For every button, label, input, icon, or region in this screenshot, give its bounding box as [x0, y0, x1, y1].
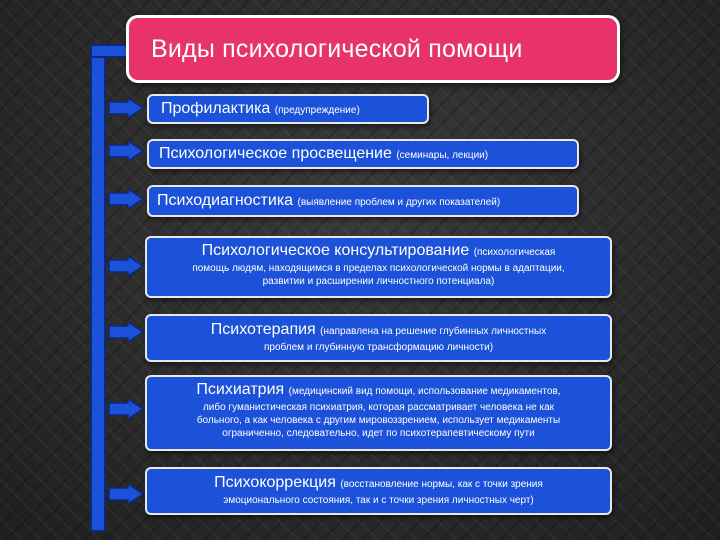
arrow-icon — [108, 140, 144, 162]
page-title: Виды психологической помощи — [151, 34, 523, 63]
arrow-icon — [108, 188, 144, 210]
item-description: (психологическая — [473, 247, 556, 258]
item-description: (семинары, лекции) — [396, 150, 489, 161]
item-prophylaxis — [147, 94, 429, 124]
vertical-connector-bar — [90, 44, 106, 532]
connector-top-bar — [90, 44, 130, 58]
arrow-icon — [108, 321, 144, 343]
item-description: (выявление проблем и других показателей) — [297, 197, 501, 208]
item-name: Психодиагностика — [157, 192, 294, 209]
item-description-continued: помощь людям, находящимся в пределах психологической нормы в адаптации, — [192, 263, 565, 274]
item-name: Психологическое просвещение — [159, 145, 392, 162]
item-description-continued: ограниченно, следовательно, идет по психотерапевтическому пути — [222, 428, 535, 439]
title-box — [126, 15, 620, 83]
arrow-icon — [108, 398, 144, 420]
item-description: (предупреждение) — [274, 105, 360, 116]
item-description: (направлена на решение глубинных личностных — [320, 326, 547, 337]
item-name: Психотерапия — [210, 321, 316, 338]
item-description-continued: больного, а как человека с другим мировоззрением, использует медикаменты — [196, 415, 561, 426]
item-psychocorrection — [145, 467, 612, 515]
arrow-icon — [108, 97, 144, 119]
item-name: Профилактика — [161, 100, 271, 117]
item-description: (восстановление нормы, как с точки зрения — [340, 479, 543, 490]
item-psych-counseling — [145, 236, 612, 298]
item-name: Психокоррекция — [214, 474, 336, 491]
item-psychotherapy — [145, 314, 612, 362]
item-psychiatry — [145, 375, 612, 451]
item-description: (медицинский вид помощи, использование медикаментов, — [288, 386, 561, 397]
arrow-icon — [108, 483, 144, 505]
item-description-continued: развитии и расширении личностного потенциала) — [262, 276, 495, 287]
item-name: Психологическое консультирование — [201, 242, 470, 259]
item-psych-education — [147, 139, 579, 169]
item-name: Психиатрия — [196, 381, 285, 398]
item-description-continued: либо гуманистическая психиатрия, которая рассматривает человека не как — [202, 402, 555, 413]
arrow-icon — [108, 255, 144, 277]
item-description-continued: проблем и глубинную трансформацию личности) — [263, 342, 494, 353]
item-description-continued: эмоционального состояния, так и с точки зрения личностных черт) — [223, 495, 534, 506]
item-psychodiagnostics — [147, 185, 579, 217]
